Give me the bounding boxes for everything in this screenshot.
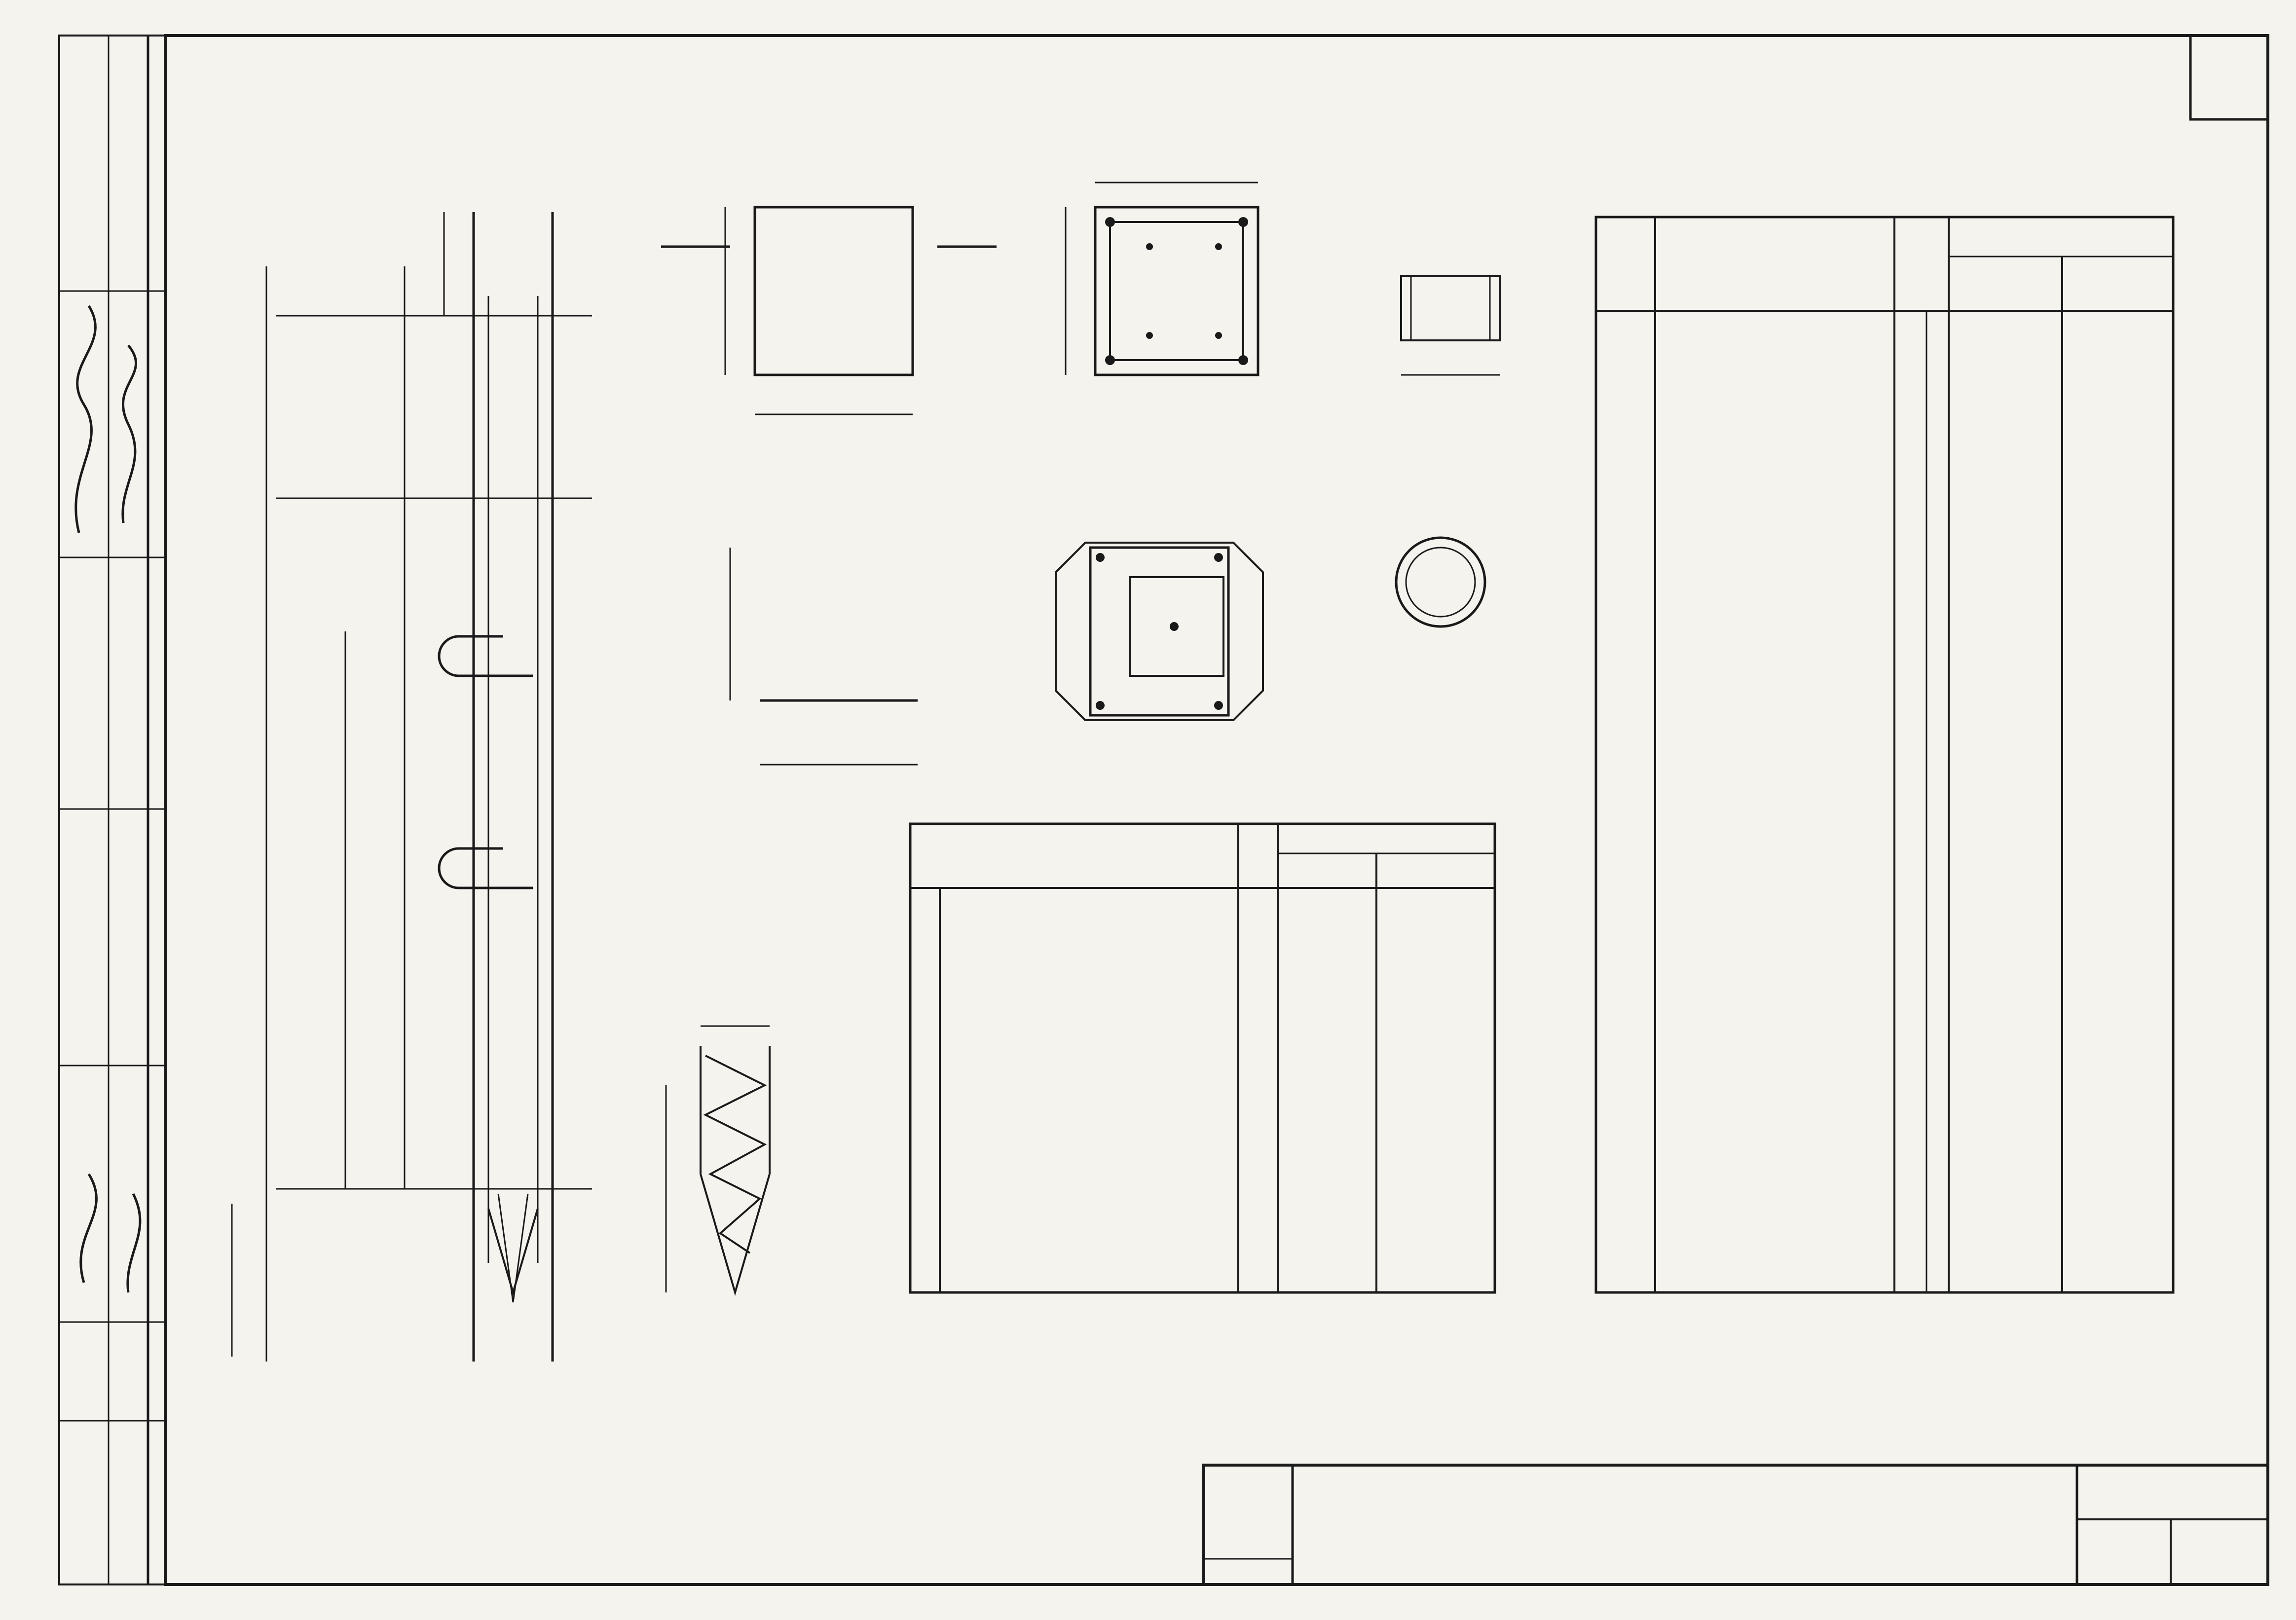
section-4-drawing xyxy=(1056,543,1263,720)
page-number-box xyxy=(2190,36,2268,119)
section-2-drawing xyxy=(661,207,997,414)
tip-drawing xyxy=(666,1026,770,1292)
pile-elevation xyxy=(232,212,592,1362)
grebenka-drawing xyxy=(730,548,918,765)
oboima-drawing xyxy=(1401,276,1500,375)
rasklinka-drawing xyxy=(1396,538,1485,626)
sheet-frame xyxy=(165,36,2268,1584)
side-stamp xyxy=(59,36,165,1584)
pile-table xyxy=(910,824,1495,1292)
title-block xyxy=(1204,1465,2268,1584)
spec-table xyxy=(1596,217,2173,1292)
section-3-drawing xyxy=(1066,183,1258,375)
side-stamp-grid xyxy=(59,36,165,1584)
